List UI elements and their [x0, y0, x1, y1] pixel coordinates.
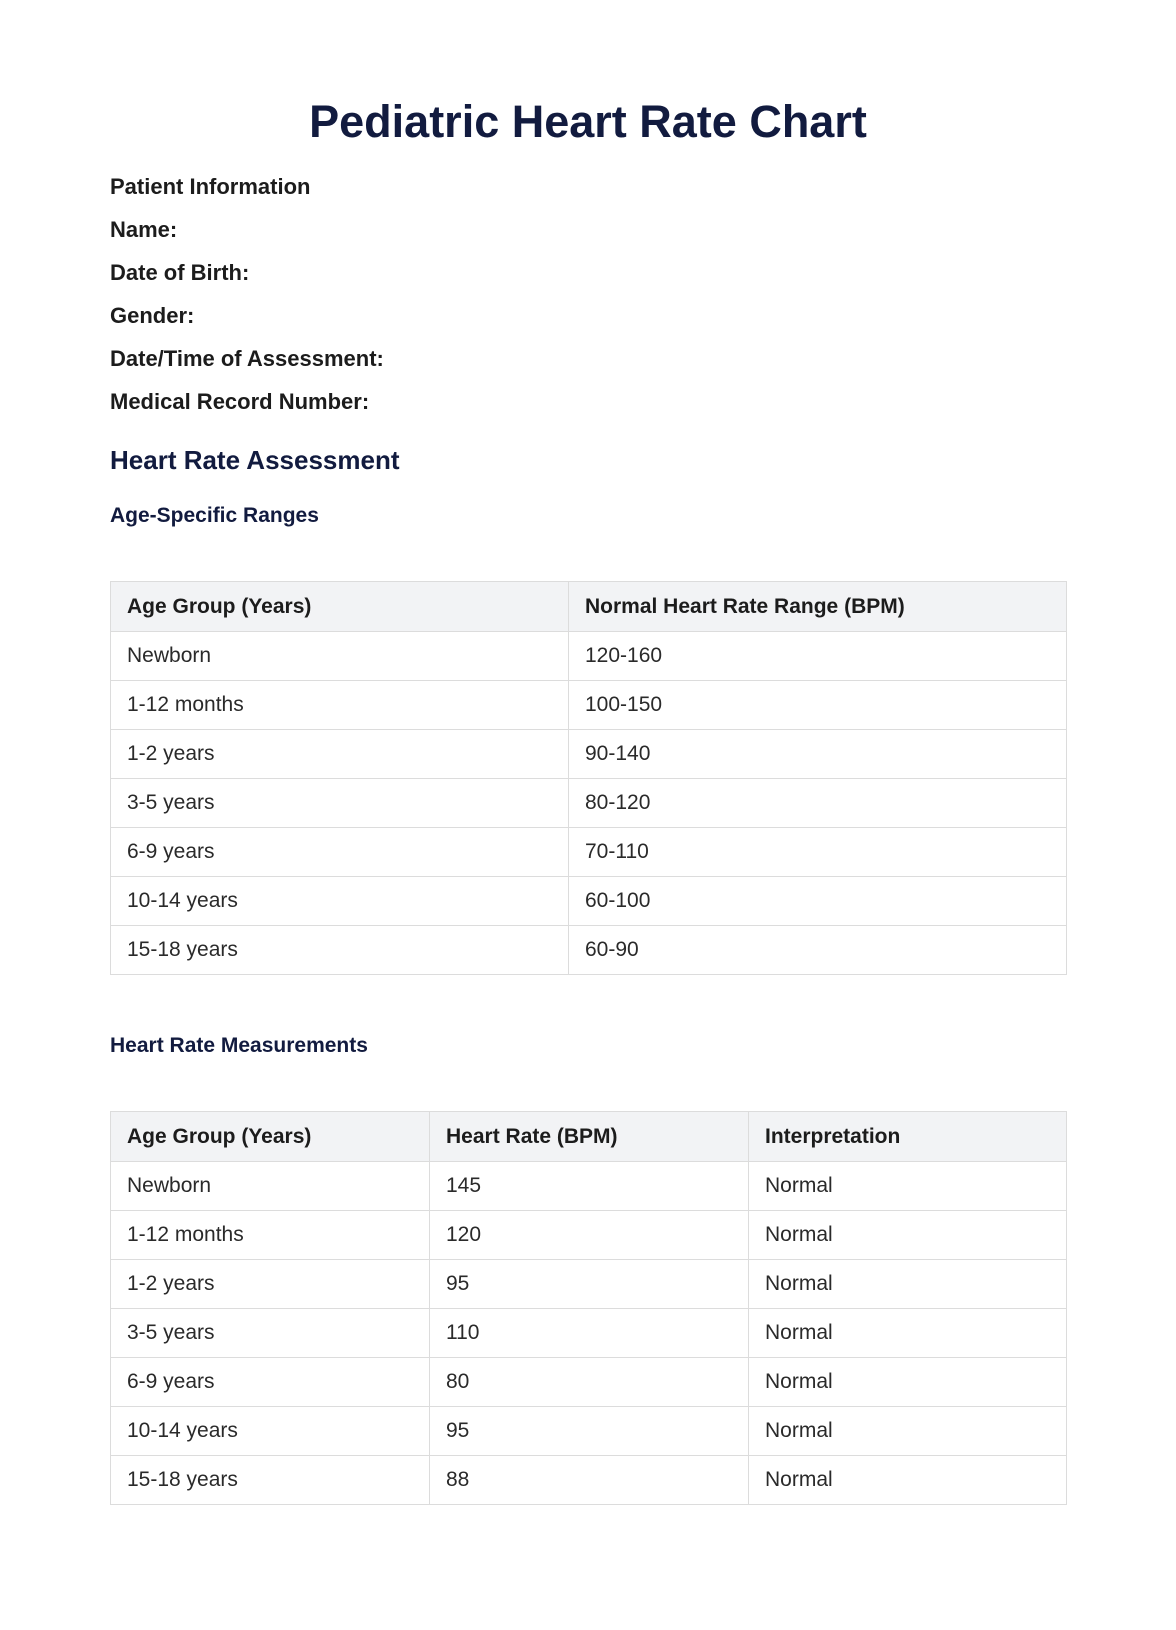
table-row	[111, 1162, 1067, 1211]
interpretation-cell: Normal	[749, 1260, 1067, 1309]
interpretation-cell: Normal	[749, 1211, 1067, 1260]
table-row	[111, 1260, 1067, 1309]
heart-rate-cell: 80	[430, 1358, 749, 1407]
heart-rate-measurements-heading: Heart Rate Measurements	[110, 1034, 368, 1057]
age-group-cell: 1-12 months	[111, 681, 569, 730]
heart-rate-cell: 110	[430, 1309, 749, 1358]
normal-range-cell: 60-90	[569, 926, 1067, 975]
age-group-cell: 10-14 years	[111, 1407, 430, 1456]
field-gender-label: Gender:	[110, 303, 195, 328]
heart-rate-cell: 95	[430, 1260, 749, 1309]
interpretation-cell: Normal	[749, 1162, 1067, 1211]
table-row	[111, 779, 1067, 828]
age-group-cell: Newborn	[111, 1162, 430, 1211]
interpretation-cell: Normal	[749, 1358, 1067, 1407]
column-header-normal-range: Normal Heart Rate Range (BPM)	[569, 582, 1067, 632]
normal-range-cell: 80-120	[569, 779, 1067, 828]
age-group-cell: Newborn	[111, 632, 569, 681]
measurements-table	[110, 1111, 1067, 1505]
patient-info-section	[110, 174, 1010, 432]
table-row	[111, 681, 1067, 730]
normal-range-cell: 120-160	[569, 632, 1067, 681]
table-row	[111, 1358, 1067, 1407]
column-header-interpretation: Interpretation	[749, 1112, 1067, 1162]
table-row	[111, 632, 1067, 681]
heart-rate-assessment-heading: Heart Rate Assessment	[110, 445, 400, 475]
table-row	[111, 1211, 1067, 1260]
normal-range-cell: 100-150	[569, 681, 1067, 730]
age-group-cell: 3-5 years	[111, 1309, 430, 1358]
table-row	[111, 877, 1067, 926]
normal-range-cell: 60-100	[569, 877, 1067, 926]
field-date-of-birth-label: Date of Birth:	[110, 260, 250, 285]
field-assessment-datetime-label: Date/Time of Assessment:	[110, 346, 384, 371]
field-name-label: Name:	[110, 217, 178, 242]
heart-rate-cell: 95	[430, 1407, 749, 1456]
table-header-row	[111, 1112, 1067, 1162]
interpretation-cell: Normal	[749, 1407, 1067, 1456]
table-row	[111, 730, 1067, 779]
heart-rate-cell: 120	[430, 1211, 749, 1260]
normal-range-cell: 70-110	[569, 828, 1067, 877]
normal-range-cell: 90-140	[569, 730, 1067, 779]
age-group-cell: 1-2 years	[111, 730, 569, 779]
field-medical-record-number-label: Medical Record Number:	[110, 389, 370, 414]
interpretation-cell: Normal	[749, 1456, 1067, 1505]
patient-info-heading: Patient Information	[110, 174, 311, 199]
table-row	[111, 1456, 1067, 1505]
table-row	[111, 926, 1067, 975]
interpretation-cell: Normal	[749, 1309, 1067, 1358]
table-row	[111, 1407, 1067, 1456]
age-group-cell: 1-2 years	[111, 1260, 430, 1309]
age-specific-ranges-heading: Age-Specific Ranges	[110, 504, 319, 527]
age-group-cell: 3-5 years	[111, 779, 569, 828]
age-group-cell: 6-9 years	[111, 828, 569, 877]
age-group-cell: 10-14 years	[111, 877, 569, 926]
heart-rate-cell: 145	[430, 1162, 749, 1211]
column-header-age-group: Age Group (Years)	[111, 1112, 430, 1162]
age-group-cell: 6-9 years	[111, 1358, 430, 1407]
age-group-cell: 15-18 years	[111, 1456, 430, 1505]
table-header-row	[111, 582, 1067, 632]
column-header-heart-rate: Heart Rate (BPM)	[430, 1112, 749, 1162]
age-ranges-table	[110, 581, 1067, 975]
table-row	[111, 828, 1067, 877]
age-group-cell: 15-18 years	[111, 926, 569, 975]
column-header-age-group: Age Group (Years)	[111, 582, 569, 632]
age-group-cell: 1-12 months	[111, 1211, 430, 1260]
table-row	[111, 1309, 1067, 1358]
document-title: Pediatric Heart Rate Chart	[309, 96, 867, 147]
heart-rate-cell: 88	[430, 1456, 749, 1505]
